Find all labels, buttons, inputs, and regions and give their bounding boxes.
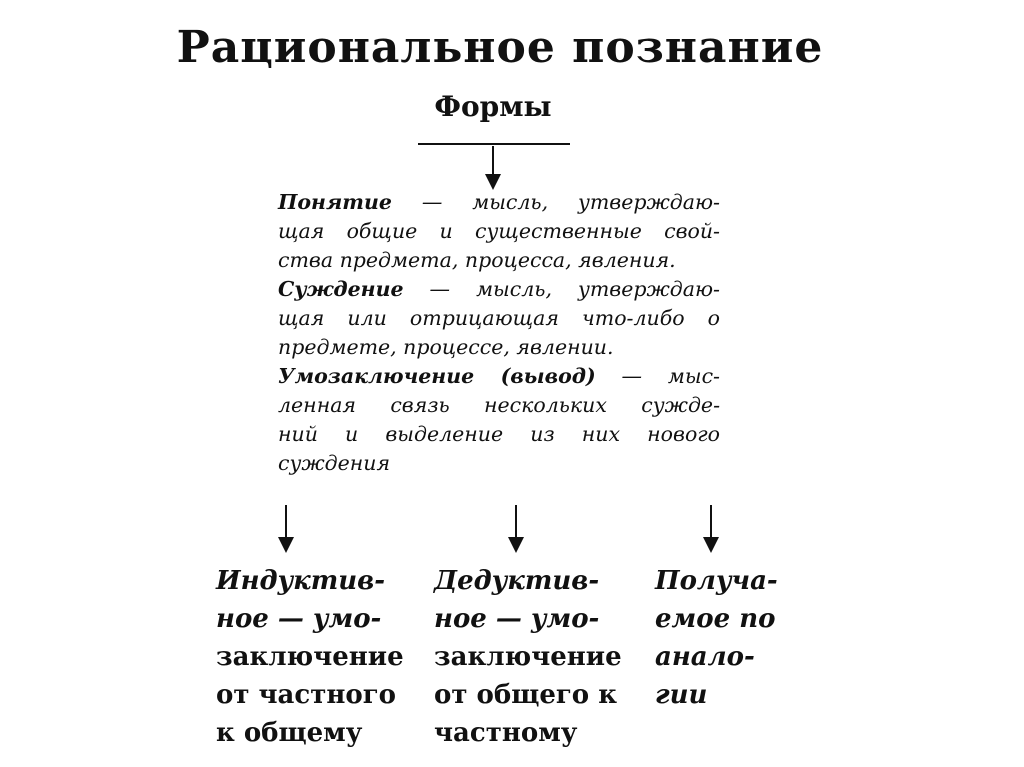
diagram-title: Рациональное познание (176, 22, 824, 73)
definition-inference-line-1: Умозаключение (вывод) — мыс- (278, 364, 720, 388)
method-inductive-line-3: заключение (216, 642, 404, 672)
method-deductive (434, 562, 644, 752)
method-inductive-line-2: ное — умо- (216, 604, 382, 634)
arrow-to-deductive (505, 505, 527, 553)
method-deductive-line-2: ное — умо- (434, 604, 600, 634)
term-concept: Понятие (278, 190, 392, 214)
method-deductive-line-3: заключение (434, 642, 622, 672)
arrow-forms-to-definitions (482, 146, 504, 190)
method-inductive-line-1: Индуктив- (216, 566, 386, 596)
method-deductive-line-1: Дедуктив- (434, 566, 600, 596)
arrow-to-analogy (700, 505, 722, 553)
method-deductive-line-4: от общего к (434, 680, 617, 710)
definition-inference-line-3: ний и выделение из них нового (278, 422, 720, 446)
forms-underline (418, 143, 570, 145)
definition-concept-line-1: Понятие — мысль, утверждаю- (278, 190, 720, 214)
term-judgment: Суждение (278, 277, 404, 301)
method-analogy-line-1: Получа- (655, 566, 778, 596)
method-analogy-line-3: анало- (655, 642, 755, 672)
definition-concept-line-2: щая общие и существенные свой- (278, 219, 720, 243)
arrow-to-inductive (275, 505, 297, 553)
method-analogy-line-4: гии (655, 680, 708, 710)
method-analogy-line-2: емое по (655, 604, 776, 634)
definition-judgment-line-1: Суждение — мысль, утверждаю- (278, 277, 720, 301)
definition-inference-line-4: суждения (278, 451, 391, 475)
definition-judgment-line-3: предмете, процессе, явлении. (278, 335, 614, 359)
forms-label: Формы (434, 90, 552, 123)
method-inductive-line-5: к общему (216, 718, 363, 748)
method-inductive (216, 562, 426, 752)
method-inductive-line-4: от частного (216, 680, 396, 710)
definition-concept-line-3: ства предмета, процесса, явления. (278, 248, 676, 272)
definition-judgment-line-2: щая или отрицающая что-либо о (278, 306, 720, 330)
definitions-block (278, 188, 720, 478)
method-analogy (655, 562, 865, 714)
definition-inference-line-2: ленная связь нескольких сужде- (278, 393, 720, 417)
term-inference: Умозаключение (вывод) (278, 364, 596, 388)
method-deductive-line-5: частному (434, 718, 578, 748)
